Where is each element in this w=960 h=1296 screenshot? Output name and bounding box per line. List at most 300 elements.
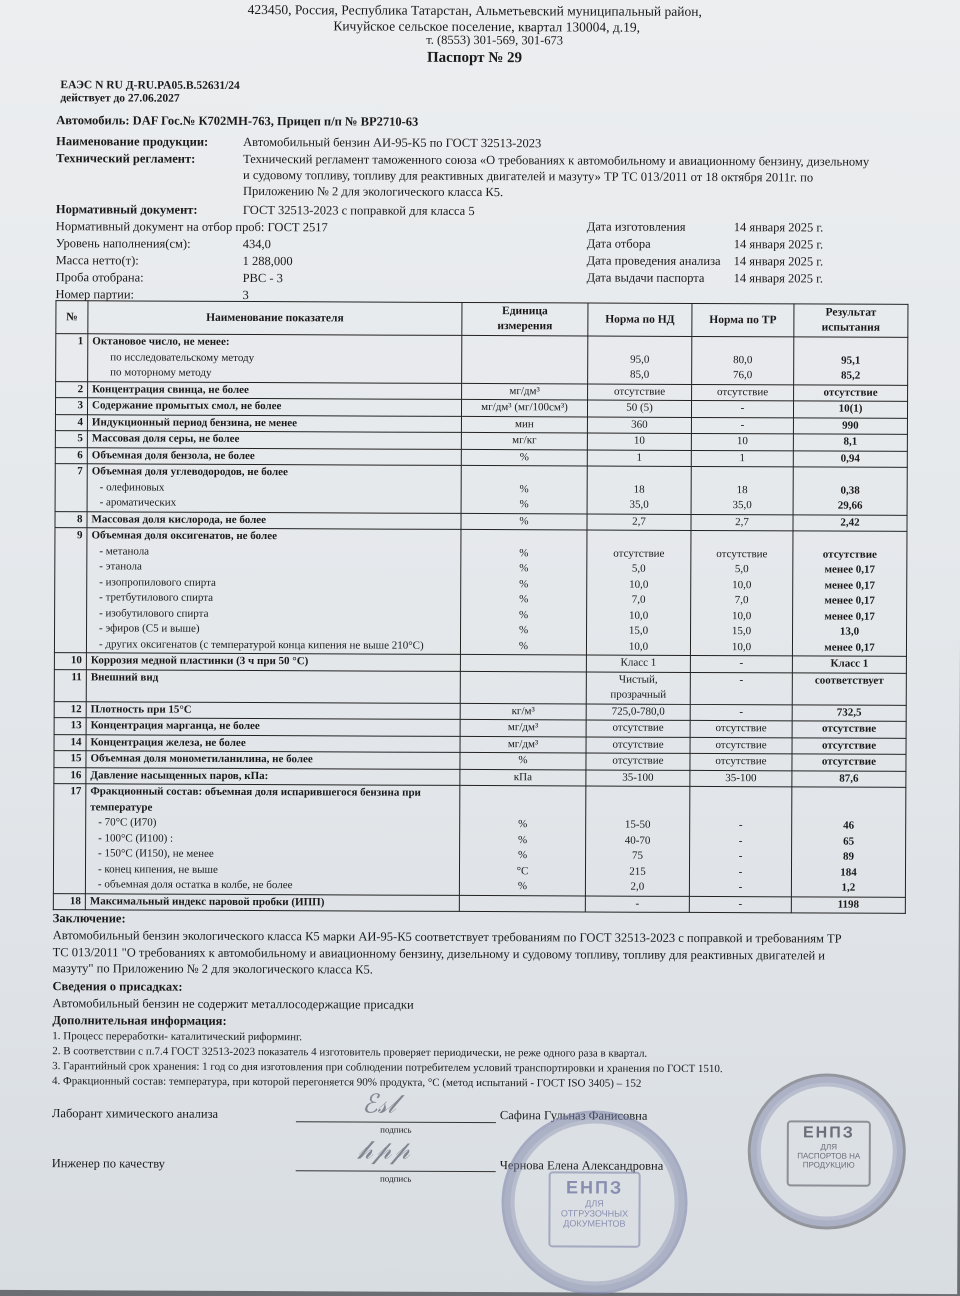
note-2: 2. В соответствии с п.7.4 ГОСТ 32513-2023 показатель 4 изготовитель проверяет периодически, не реже одного раза в квартал. — [52, 1045, 648, 1060]
norm-nd: 18 — [633, 483, 645, 496]
norm-nd: 5,0 — [631, 562, 646, 575]
indicator-name: Концентрация марганца, не более — [90, 719, 260, 733]
stamp-left-line2: ОТГРУЗОЧНЫХ — [560, 1208, 629, 1219]
lab-sign-line — [296, 1121, 496, 1123]
result-cell — [791, 787, 905, 897]
norm-nd-cell — [586, 736, 690, 753]
lab-signature-mark: ℰ𝓈𝓁 — [361, 1089, 396, 1120]
norm-tr-cell — [690, 720, 792, 737]
result: менее 0,17 — [824, 610, 875, 623]
unit-cell — [460, 671, 586, 704]
row-number: 1 — [56, 334, 88, 382]
indicator-name: - изопропилового спирта — [99, 575, 216, 589]
norm-nd: отсутствие — [612, 738, 664, 751]
unit: % — [518, 608, 529, 621]
norm-nd-cell — [587, 433, 691, 450]
unit-cell — [461, 465, 587, 513]
unit: % — [517, 849, 528, 862]
norm-nd: 10,0 — [628, 609, 649, 622]
net-mass-value: 1 288,000 — [242, 253, 293, 269]
norm-tr-cell — [691, 466, 793, 514]
indicator-name-cell — [86, 669, 460, 703]
unit-cell — [459, 895, 585, 912]
norm-tr — [694, 802, 787, 818]
unit: % — [519, 593, 529, 606]
result: 95,1 — [841, 354, 861, 367]
header-unit-line2: измерения — [497, 320, 553, 333]
unit: мг/дм³ — [509, 384, 540, 397]
row-number: 18 — [53, 893, 85, 910]
result: 89 — [843, 850, 855, 863]
norm-tr: 1 — [739, 451, 746, 464]
norm-nd: 1 — [636, 451, 643, 464]
norm-nd: 15,0 — [628, 624, 649, 637]
norm-nd — [591, 531, 686, 547]
row-number: 17 — [53, 784, 85, 894]
result: 65 — [843, 835, 855, 848]
norm-nd — [590, 787, 685, 803]
unit: % — [518, 833, 528, 846]
unit: мин — [515, 417, 534, 430]
stamp-left-line3: ДОКУМЕНТОВ — [563, 1218, 626, 1229]
result: 8,1 — [843, 435, 858, 448]
norm-doc-value: ГОСТ 32513-2023 с поправкой для класса 5 — [242, 202, 475, 218]
additives-value: Автомобильный бензин не содержит металлосодержащие присадки — [52, 996, 414, 1012]
date-label-0: Дата изготовления — [586, 219, 686, 234]
norm-nd: 35,0 — [629, 498, 649, 511]
norm-nd — [590, 802, 685, 818]
result — [796, 803, 901, 819]
unit-cell — [460, 703, 586, 720]
qc-sign-caption: подпись — [379, 1173, 412, 1184]
unit-cell — [460, 529, 587, 655]
result — [798, 337, 903, 353]
unit — [466, 367, 583, 383]
norm-nd: отсутствие — [613, 547, 665, 560]
qc-name: Чернова Елена Александровна — [499, 1158, 664, 1173]
conclusion-line1: Автомобильный бензин экологического класса К5 марки АИ-95-К5 соответствует требованиям по ГОСТ 32513-2023 с поправкой и требованиям ТР — [52, 928, 842, 946]
indicator-name-cell — [86, 718, 460, 736]
results-table — [53, 300, 909, 914]
indicator-name: - олефиновых — [99, 480, 165, 494]
norm-tr: 10,0 — [732, 578, 752, 591]
unit-cell — [460, 769, 586, 786]
unit-cell — [462, 335, 588, 383]
date-value-0: 14 января 2025 г. — [733, 220, 824, 235]
norm-nd-cell — [588, 336, 692, 384]
norm-tr: 7,0 — [734, 594, 749, 607]
norm-nd-cell — [586, 769, 690, 786]
unit: % — [517, 880, 528, 893]
unit: °С — [516, 864, 529, 877]
unit: мг/дм³ — [507, 721, 539, 734]
result-cell — [794, 384, 908, 401]
date-label-3: Дата выдачи паспорта — [586, 270, 705, 285]
norm-nd: 10,0 — [628, 640, 649, 653]
row-number: 9 — [54, 528, 87, 653]
norm-tr — [695, 688, 788, 704]
norm-tr: 2,7 — [735, 515, 749, 528]
fill-level-value: 434,0 — [242, 236, 271, 252]
unit: % — [519, 546, 529, 559]
header-norm-tr: Норма по ТР — [692, 303, 794, 336]
norm-nd: 360 — [631, 418, 648, 431]
indicator-name: Концентрация железа, не более — [90, 735, 246, 749]
extra-info-label: Дополнительная информация: — [52, 1013, 227, 1028]
result: отсутствие — [823, 386, 878, 399]
unit: % — [519, 450, 529, 463]
indicator-name: по исследовательскому методу — [110, 350, 255, 364]
row-number: 4 — [55, 414, 87, 431]
result: Класс 1 — [830, 657, 869, 670]
norm-nd-cell — [585, 786, 689, 896]
norm-tr: 35-100 — [725, 771, 757, 784]
batch-value: 3 — [242, 287, 249, 303]
indicator-name-cell — [86, 653, 460, 671]
result-cell — [792, 770, 906, 787]
stamp-shipping-docs — [501, 1110, 688, 1295]
lab-name: Сафина Гульназ Фанисовна — [499, 1108, 648, 1123]
indicator-name: - изобутилового спирта — [99, 606, 209, 620]
unit: % — [519, 577, 529, 590]
norm-tr-cell — [691, 400, 793, 417]
net-mass-label: Масса нетто(т): — [55, 253, 139, 268]
norm-nd: 215 — [629, 865, 646, 878]
indicator-name: Коррозия медной пластинки (3 ч при 50 °С) — [90, 654, 309, 668]
indicator-name-cell — [85, 784, 459, 895]
header-phone: т. (8553) 301-569, 301-673 — [426, 32, 564, 48]
row-number: 13 — [54, 718, 86, 735]
unit-cell — [461, 416, 587, 433]
regulation-line3: Приложению № 2 для экологического класса К5. — [242, 183, 504, 200]
result: менее 0,17 — [824, 594, 875, 607]
norm-nd: прозрачный — [610, 688, 667, 701]
indicator-name: Индукционный период бензина, не менее — [91, 415, 298, 429]
conclusion-line2: ТС 013/2011 "О требованиях к автомобильному и авиационному бензину, дизельному и судовому топливу, топливу для реактивных двигателей и — [52, 945, 826, 963]
norm-nd: Класс 1 — [620, 656, 657, 669]
result: 184 — [840, 866, 857, 879]
norm-nd: 10,0 — [629, 578, 649, 591]
unit: % — [519, 482, 529, 495]
unit-cell — [461, 399, 587, 416]
norm-tr: - — [738, 881, 743, 894]
result-cell — [793, 450, 907, 467]
result: 732,5 — [836, 706, 862, 719]
unit: % — [518, 754, 528, 767]
header-result-line1: Результат — [825, 306, 877, 319]
qc-sign-line — [296, 1170, 496, 1172]
result — [798, 467, 903, 483]
row-number: 14 — [54, 734, 86, 751]
result-cell — [791, 896, 905, 913]
norm-tr-cell — [691, 514, 793, 531]
result: 0,94 — [840, 452, 860, 465]
vehicle-info: Автомобиль: DAF Гос.№ К702МН-763, Прицеп п/п № ВР2710-63 — [56, 113, 419, 129]
norm-tr: 76,0 — [733, 369, 753, 382]
regulation-line2: и судовому топливу, топливу для реактивных двигателей и мазуту» ТР ТС 013/2011 от 18 октября 2011г. по — [243, 167, 814, 185]
norm-tr-cell — [692, 336, 794, 384]
row-number: 16 — [54, 767, 86, 784]
table-row — [55, 464, 907, 515]
indicator-name: Октановое число, не менее: — [92, 335, 230, 348]
header-unit — [462, 302, 588, 336]
unit-cell — [460, 752, 586, 769]
unit-cell — [462, 383, 588, 400]
norm-tr: отсутствие — [716, 547, 768, 560]
norm-tr: - — [740, 402, 745, 415]
result-cell — [793, 401, 907, 418]
row-number: 12 — [54, 701, 86, 718]
norm-tr: 5,0 — [734, 563, 749, 576]
result-cell — [792, 721, 906, 738]
norm-nd-cell — [587, 400, 691, 417]
unit: % — [519, 498, 529, 511]
row-number: 5 — [55, 431, 87, 448]
sampling-doc: Нормативный документ на отбор проб: ГОСТ 2517 — [55, 219, 328, 235]
norm-nd-cell — [588, 383, 692, 400]
indicator-name: - метанола — [99, 544, 150, 558]
unit: % — [519, 514, 529, 527]
norm-nd: 7,0 — [631, 593, 646, 606]
norm-nd-cell — [586, 753, 690, 770]
norm-tr-cell — [690, 530, 793, 655]
header-num: № — [56, 301, 88, 334]
row-number: 10 — [54, 653, 86, 670]
row-number: 8 — [55, 511, 87, 528]
unit — [466, 336, 583, 352]
norm-nd: 35-100 — [622, 771, 654, 784]
unit — [465, 687, 582, 703]
certificate-number: ЕАЭС N RU Д-RU.PA05.B.52631/24 — [60, 79, 240, 92]
date-value-3: 14 января 2025 г. — [733, 271, 824, 286]
header-address-line2: Кичуйское сельское поселение, квартал 130004, д.19, — [333, 18, 641, 35]
header-result — [794, 304, 908, 337]
sample-value: РВС - 3 — [242, 270, 283, 286]
indicator-name: - этанола — [99, 560, 142, 573]
result-cell — [793, 417, 907, 434]
indicator-name: - третбутилового спирта — [99, 591, 214, 604]
table-row — [54, 528, 907, 657]
norm-tr-cell — [690, 672, 792, 704]
product-label: Наименование продукции: — [56, 134, 209, 149]
norm-nd: 50 (5) — [626, 401, 653, 414]
stamp-shipping-inner — [548, 1171, 640, 1247]
result — [796, 787, 901, 803]
unit — [465, 671, 582, 687]
unit: % — [519, 562, 529, 575]
norm-tr-cell — [690, 770, 792, 787]
result: менее 0,17 — [824, 641, 875, 654]
result: отсутствие — [821, 755, 877, 768]
norm-tr-cell — [689, 896, 791, 913]
norm-tr-cell — [691, 417, 793, 434]
norm-tr: - — [738, 850, 743, 863]
result: 1198 — [837, 898, 860, 911]
norm-tr: отсутствие — [715, 738, 767, 751]
unit: % — [518, 624, 529, 637]
additives-label: Сведения о присадках: — [52, 979, 183, 994]
norm-nd: 85,0 — [630, 368, 650, 381]
table-header-row — [56, 301, 908, 338]
norm-nd-cell — [586, 720, 690, 737]
norm-nd: 15-50 — [624, 818, 651, 831]
result: менее 0,17 — [824, 563, 876, 576]
unit — [464, 801, 581, 817]
date-value-2: 14 января 2025 г. — [733, 254, 824, 269]
result: 13,0 — [839, 625, 860, 638]
norm-tr: - — [738, 897, 743, 910]
batch-label: Номер партии: — [55, 287, 135, 302]
norm-nd-cell — [587, 449, 691, 466]
norm-tr: 10,0 — [731, 609, 752, 622]
row-number: 11 — [54, 669, 86, 701]
result: отсутствие — [822, 548, 877, 561]
indicator-name-cell — [86, 734, 460, 752]
result: 29,66 — [837, 499, 863, 512]
indicator-name-cell — [85, 893, 459, 911]
norm-tr: - — [739, 673, 744, 686]
norm-tr: 18 — [736, 483, 748, 496]
norm-tr: 10 — [736, 435, 748, 448]
norm-tr-cell — [690, 655, 792, 672]
unit-cell — [459, 785, 585, 895]
indicator-name: - ароматических — [99, 496, 177, 509]
norm-tr: - — [740, 418, 745, 431]
indicator-name: - объемная доля остатка в колбе, не более — [97, 878, 293, 892]
result-cell — [792, 531, 907, 656]
table-row — [54, 669, 906, 705]
norm-tr-cell — [691, 450, 793, 467]
table-row — [53, 893, 905, 913]
indicator-name: температуре — [90, 800, 153, 814]
stamp-right-title: ЕНПЗ — [802, 1124, 855, 1142]
regulation-line1: Технический регламент таможенного союза «О требованиях к автомобильному и авиационному бензину, дизельному — [243, 151, 870, 169]
table-body — [53, 334, 908, 914]
result: 85,2 — [841, 369, 861, 382]
norm-tr — [696, 337, 789, 353]
indicator-name-cell — [87, 464, 461, 513]
indicator-name: - эфиров (С5 и выше) — [99, 622, 200, 635]
result-cell — [794, 337, 908, 385]
norm-nd-cell — [587, 513, 691, 530]
indicator-name-cell — [88, 381, 462, 399]
norm-nd-cell — [586, 671, 690, 703]
indicator-name: Концентрация свинца, не более — [92, 382, 249, 396]
norm-tr: отсутствие — [716, 385, 769, 398]
table-row — [53, 784, 905, 897]
stamp-right-line3: ПРОДУКЦИЮ — [802, 1160, 855, 1170]
norm-nd-cell — [587, 416, 691, 433]
passport-title: Паспорт № 29 — [426, 49, 523, 67]
indicator-name: - 150°С (И150), не менее — [98, 847, 214, 860]
date-label-2: Дата проведения анализа — [586, 253, 721, 269]
conclusion-label: Заключение: — [52, 911, 126, 926]
norm-tr: - — [738, 834, 743, 847]
indicator-name: Фракционный состав: объемная доля испарившегося бензина при — [90, 785, 421, 799]
unit-cell — [460, 736, 586, 753]
qc-label: Инженер по качеству — [51, 1156, 165, 1171]
norm-nd: отсутствие — [613, 385, 666, 398]
norm-tr: 80,0 — [733, 353, 753, 366]
row-number: 7 — [55, 464, 87, 512]
norm-nd: отсутствие — [612, 721, 664, 734]
indicator-name: Плотность при 15°С — [90, 702, 192, 716]
indicator-name-cell — [88, 334, 462, 383]
indicator-name-cell — [87, 431, 461, 449]
date-label-1: Дата отбора — [586, 236, 651, 251]
result-cell — [792, 704, 906, 721]
result-cell — [792, 754, 906, 771]
norm-tr: 15,0 — [731, 625, 752, 638]
result-cell — [793, 514, 907, 531]
norm-tr-cell — [692, 384, 794, 401]
qc-signature-mark: 𝒽𝓅𝓅 — [357, 1135, 410, 1166]
unit-cell — [461, 432, 587, 449]
header-result-line2: испытания — [821, 321, 881, 334]
result: 0,38 — [840, 484, 860, 497]
unit-cell — [460, 719, 586, 736]
result: отсутствие — [821, 739, 877, 752]
product-value: Автомобильный бензин АИ-95-К5 по ГОСТ 32513-2023 — [243, 134, 542, 151]
note-3: 3. Гарантийный срок хранения: 1 год со дня изготовления при соблюдении потребителем условий транспортировки и хранения по ГОСТ 1510. — [52, 1060, 723, 1076]
regulation-label: Технический регламент: — [56, 151, 196, 166]
indicator-name: Массовая доля серы, не более — [91, 432, 240, 445]
unit — [464, 895, 581, 911]
stamp-left-line1: ДЛЯ — [585, 1198, 604, 1209]
indicator-name: Объемная доля монометиланилина, не более — [90, 752, 313, 766]
norm-tr: 35,0 — [732, 499, 752, 512]
indicator-name: Объемная доля оксигенатов, не более — [91, 529, 277, 543]
result: соответствует — [814, 673, 884, 687]
norm-nd: - — [635, 897, 640, 910]
norm-nd: 2,7 — [632, 515, 646, 528]
norm-tr — [694, 787, 787, 803]
norm-tr: отсутствие — [715, 755, 767, 768]
unit-cell — [460, 654, 586, 671]
result-cell — [792, 672, 906, 704]
unit: мг/дм³ — [507, 737, 539, 750]
norm-tr: - — [739, 705, 744, 718]
norm-nd: 95,0 — [630, 353, 650, 366]
norm-nd: 2,0 — [630, 880, 645, 893]
norm-tr: - — [739, 657, 744, 670]
stamp-passports-inner — [787, 1120, 871, 1186]
indicator-name: Содержание промытых смол, не более — [91, 399, 282, 413]
result-cell — [793, 467, 907, 515]
indicator-name: - 100°С (И100) : — [98, 831, 174, 845]
unit-cell — [461, 449, 587, 466]
norm-tr-cell — [690, 753, 792, 770]
row-number: 3 — [55, 398, 87, 415]
indicator-name — [91, 685, 456, 702]
header-name: Наименование показателя — [88, 301, 462, 336]
certificate-validity: действует до 27.06.2027 — [60, 92, 180, 105]
unit: % — [518, 818, 528, 831]
unit — [465, 530, 582, 546]
norm-tr: - — [738, 819, 743, 832]
unit: % — [518, 639, 529, 652]
norm-nd: 10 — [633, 434, 645, 447]
indicator-name: - других оксигенатов (с температурой конца кипения не выше 210°С) — [98, 637, 424, 652]
norm-nd-cell — [586, 655, 690, 672]
norm-nd: отсутствие — [612, 754, 664, 767]
indicator-name: Максимальный индекс паровой пробки (ИПП) — [89, 894, 325, 908]
norm-nd — [592, 467, 687, 483]
norm-tr-cell — [690, 704, 792, 721]
norm-nd: 725,0-780,0 — [611, 705, 665, 718]
indicator-name-cell — [86, 751, 460, 769]
unit: мг/дм³ (мг/100см³) — [481, 401, 568, 414]
